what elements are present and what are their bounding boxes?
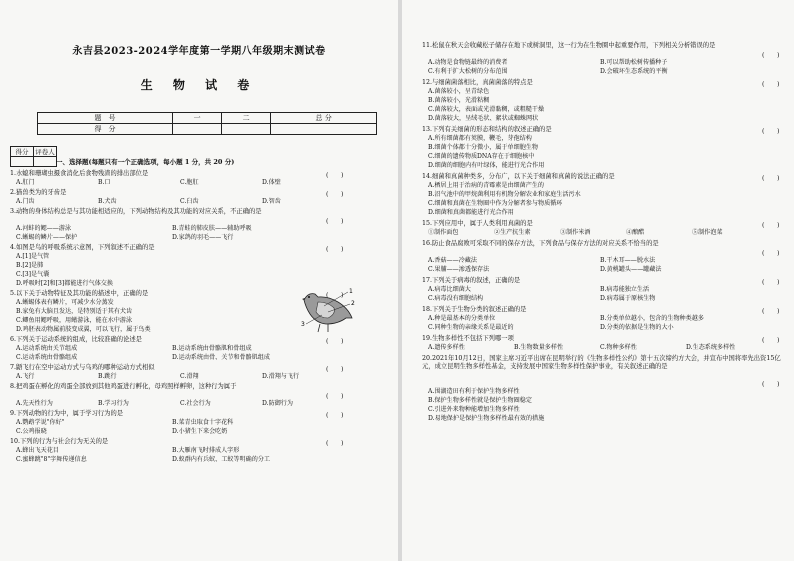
answer-option[interactable]: A.香菇——冷藏法 [428, 257, 477, 264]
answer-blank[interactable]: ( ) [326, 292, 344, 299]
answer-option[interactable]: C.物种多样性 [600, 344, 637, 351]
answer-option[interactable]: D.易地保护是保护生物多样性最有效的措施 [428, 415, 545, 422]
question-stem: 15.下列应用中，属于人类利用真菌的是 [422, 220, 533, 227]
answer-option[interactable]: A.飞行 [16, 373, 35, 380]
answer-option[interactable]: C.蜥蜴的鳞片——保护 [16, 234, 78, 241]
answer-blank[interactable]: ( ) [762, 52, 780, 59]
grader-table [10, 146, 57, 167]
answer-option[interactable]: D.生态系统多样性 [686, 344, 736, 351]
question-stem: 11.松鼠在秋天会收藏松子储存在地下或树洞里，这一行为在生物圈中起重要作用，下列相关分析错误的是 [422, 42, 716, 49]
answer-option[interactable]: B.青蛙的肺皮肤——辅助呼吸 [172, 225, 252, 232]
answer-option[interactable]: B.[2]是肺 [16, 262, 44, 269]
score-table [37, 112, 377, 135]
answer-option[interactable]: B.细菌个体都十分微小，属于单细胞生物 [428, 144, 539, 151]
score-header-cell: 一 [173, 113, 222, 124]
answer-blank[interactable]: ( ) [762, 175, 780, 182]
answer-option[interactable]: C.病毒没有细胞结构 [428, 295, 484, 302]
answer-blank[interactable]: ( ) [762, 279, 780, 286]
answer-option[interactable]: B.大雁南飞时排成人字形 [172, 447, 240, 454]
grader-name-blank[interactable] [34, 157, 57, 167]
answer-blank[interactable]: ( ) [326, 218, 344, 225]
answer-option[interactable]: ③制作米酒 [560, 229, 591, 236]
answer-option[interactable]: B.分类单位越小，包含的生物种类越多 [600, 315, 704, 322]
answer-option[interactable]: B.运动系统由骨骼肌和骨组成 [172, 345, 252, 352]
question-stem: 5.以下关于动物特征及其功能的描述中，正确的是 [10, 290, 149, 297]
answer-option[interactable]: A.所有细菌都有荚膜，鞭毛，芽孢结构 [428, 135, 532, 142]
answer-option[interactable]: C.社会行为 [180, 400, 211, 407]
question-stem: 13.下列有关细菌的形态和结构的叙述正确的是 [422, 126, 552, 133]
answer-option[interactable]: C.细菌和真菌在生物圈中作为分解者参与物质循环 [428, 200, 563, 207]
score-header-cell: 题 号 [38, 113, 173, 124]
score-row-label: 得 分 [38, 124, 173, 135]
section-heading: 一、选择题(每题只有一个正确选项，每小题 1 分，共 20 分) [56, 158, 235, 166]
answer-option[interactable]: B.犬齿 [98, 198, 117, 205]
question-stem: 9.下列动物的行为中，属于学习行为的是 [10, 410, 124, 417]
question-stem: 20.2021年10月12日，国家主席习近平出席在昆明举行的《生物多样性公约》第十五次缔约方大会，并宣布中国将率先出资15亿元，成立昆明生物多样性基金，支持发展中国家生物多样性保护事业，有关叙述正确的是 [422, 355, 781, 370]
answer-option[interactable]: D.家鸽的羽毛——飞行 [172, 234, 234, 241]
answer-option[interactable]: D.病毒属于原核生物 [600, 295, 656, 302]
answer-option[interactable]: C.引进外来物种能增加生物多样性 [428, 406, 520, 413]
answer-option[interactable]: D.鸡胚表动物属前肢变成翼，可以飞行，属于鸟类 [16, 326, 151, 333]
grader-score-blank[interactable] [11, 157, 34, 167]
answer-option[interactable]: B.可以帮助松树传播种子 [600, 59, 668, 66]
question-stem: 6.下列关于运动系统的组成，比较准确的论述是 [10, 336, 142, 343]
grader-name-label: 评卷人 [35, 148, 55, 156]
question-stem: 17.下列关于病毒的叙述，正确的是 [422, 277, 521, 284]
answer-option[interactable]: C.有利于扩大松树的分布范围 [428, 68, 508, 75]
answer-option[interactable]: D.滑翔与飞行 [262, 373, 300, 380]
answer-option[interactable]: B.生物数量多样性 [514, 344, 564, 351]
score-blank-cell[interactable] [173, 124, 222, 135]
score-blank-cell[interactable] [222, 124, 271, 135]
answer-blank[interactable]: ( ) [326, 393, 344, 400]
answer-option[interactable]: D.黄桃罐头——罐藏法 [600, 266, 662, 273]
answer-option[interactable]: C.蜜蜂跳"8"字舞传递信息 [16, 456, 87, 463]
answer-option[interactable]: D.智齿 [262, 198, 281, 205]
figure-label-1: 1 [349, 288, 353, 295]
answer-blank[interactable]: ( ) [762, 250, 780, 257]
answer-option[interactable]: A.种是最基本的分类单位 [428, 315, 496, 322]
answer-option[interactable]: B.保护生物多样性就是保护生物圈稳定 [428, 397, 532, 404]
bird-respiratory-diagram [298, 288, 356, 334]
answer-option[interactable]: A.肛门 [16, 179, 35, 186]
answer-option[interactable]: C.臼齿 [180, 198, 199, 205]
answer-option[interactable]: C.同种生物的亲缘关系是最近的 [428, 324, 514, 331]
answer-option[interactable]: ①制作面包 [428, 229, 459, 236]
answer-option[interactable]: C.滑翔 [180, 373, 199, 380]
answer-option[interactable]: D.细菌的细胞内有叶绿体，能进行光合作用 [428, 162, 545, 169]
answer-option[interactable]: ④酿醋 [626, 229, 645, 236]
answer-blank[interactable]: ( ) [762, 337, 780, 344]
answer-option[interactable]: B.干木耳——脱水法 [600, 257, 656, 264]
answer-option[interactable]: B.病毒能独立生活 [600, 286, 650, 293]
answer-option[interactable]: ⑤制作泡菜 [692, 229, 723, 236]
answer-option[interactable]: A.[1]是气管 [16, 253, 50, 260]
answer-option[interactable]: B.跳行 [98, 373, 117, 380]
answer-option[interactable]: A.蜥蜴体表有鳞片，可减少水分蒸发 [16, 299, 114, 306]
figure-label-3: 3 [301, 321, 305, 328]
question-stem: 3.动物的身体结构总是与其功能相适应的，下列动物结构及其功能的对应关系，不正确的是 [10, 208, 262, 215]
answer-blank[interactable]: ( ) [326, 246, 344, 253]
answer-option[interactable]: A.蜂出飞天花目 [16, 447, 59, 454]
answer-option[interactable]: D.防御行为 [262, 400, 293, 407]
answer-option[interactable]: D.会破坏生态系统的平衡 [600, 68, 668, 75]
answer-option[interactable]: B.口 [98, 179, 111, 186]
question-stem: 1.水螅和珊瑚虫摄食消化后食物残渣的排出部位是 [10, 170, 149, 177]
answer-option[interactable]: B.菌落较小，光滑粘稠 [428, 97, 490, 104]
answer-option[interactable]: A.先天性行为 [16, 400, 53, 407]
answer-blank[interactable]: ( ) [326, 366, 344, 373]
answer-option[interactable]: B.学习行为 [98, 400, 129, 407]
answer-blank[interactable]: ( ) [762, 222, 780, 229]
question-stem: 14.细菌和真菌种类多，分布广，以下关于细菌和真菌的说法正确的是 [422, 173, 615, 180]
answer-blank[interactable]: ( ) [326, 440, 344, 447]
answer-option[interactable]: A.河蚌的鳃——游泳 [16, 225, 72, 232]
question-stem: 2.猫兽类为的牙齿是 [10, 189, 67, 196]
answer-option[interactable]: A.运动系统由关节组成 [16, 345, 78, 352]
answer-blank[interactable]: ( ) [326, 191, 344, 198]
figure-label-2: 2 [351, 300, 355, 307]
answer-option[interactable]: C.果脯——渗透保存法 [428, 266, 490, 273]
grader-score-label: 得分 [11, 147, 34, 157]
question-stem: 7.鼯飞行在空中运动方式与乌鸡的哪种运动方式相似 [10, 364, 155, 371]
answer-option[interactable]: B.菜青虫取食十字花科 [172, 419, 234, 426]
answer-blank[interactable]: ( ) [762, 81, 780, 88]
answer-option[interactable]: A.鹦鹉学说"你好" [16, 419, 65, 426]
answer-option[interactable]: A.动物是食物链最终的消费者 [428, 59, 508, 66]
answer-option[interactable]: A.栖居上用于治病的青霉素是由细菌产生的 [428, 182, 545, 189]
answer-option[interactable]: C.运动系统由骨骼组成 [16, 354, 78, 361]
answer-option[interactable]: D.小猪生下来会吃奶 [172, 428, 228, 435]
question-stem: 4.如图是鸟的呼吸系统示意图，下列叙述不正确的是 [10, 244, 155, 251]
answer-option[interactable]: D.细菌和真菌都能进行光合作用 [428, 209, 514, 216]
answer-option[interactable]: ②生产抗生素 [494, 229, 531, 236]
answer-blank[interactable]: ( ) [326, 338, 344, 345]
right-page [402, 0, 794, 561]
answer-option[interactable]: D.菌落较大，呈绒毛状、絮状或蜘蛛网状 [428, 115, 539, 122]
answer-blank[interactable]: ( ) [762, 128, 780, 135]
answer-option[interactable]: C.公鸡报晓 [16, 428, 47, 435]
question-stem: 16.防止食品腐败可采取不同的保存方法，下列食品与保存方法的对应关系不恰当的是 [422, 240, 659, 247]
answer-option[interactable]: D.蚁群内有兵蚁、工蚁等明确的分工 [172, 456, 271, 463]
question-stem: 8.把鸡蛋在孵化的鸡蛋全部放到其他鸡蛋进行孵化，母鸡照样孵卵，这种行为属于 [10, 383, 237, 390]
answer-option[interactable]: A.菌落较小，呈青绿色 [428, 88, 490, 95]
answer-blank[interactable]: ( ) [762, 308, 780, 315]
answer-option[interactable]: C.胞肛 [180, 179, 199, 186]
exam-title: 永吉县2023-2024学年度第一学期八年级期末测试卷 [72, 46, 326, 57]
answer-option[interactable]: B.家兔有大脑且发达，是特别适于其有犬齿 [16, 308, 133, 315]
answer-option[interactable]: A.病毒比细菌大 [428, 286, 471, 293]
question-stem: 12.与细菌菌落相比，真菌菌落的特点是 [422, 79, 533, 86]
answer-option[interactable]: C.细菌的遗传物质DNA存在于细胞核中 [428, 153, 535, 160]
score-header-cell: 总 分 [271, 113, 377, 124]
answer-option[interactable]: C.鲫鱼用鳃呼吸，用鳍游泳，能在水中游泳 [16, 317, 133, 324]
answer-option[interactable]: B.沼气池中的甲烷菌利用有机物分解农业和家庭生活污水 [428, 191, 581, 198]
answer-option[interactable]: D.体壁 [262, 179, 281, 186]
question-stem: 10.下列的行为与社会行为无关的是 [10, 438, 109, 445]
question-stem: 18.下列关于生物分类的叙述正确的是 [422, 306, 527, 313]
answer-option[interactable]: A.围湖造田有利于保护生物多样性 [428, 388, 520, 395]
answer-option[interactable]: A.遗传多样性 [428, 344, 465, 351]
answer-blank[interactable]: ( ) [762, 381, 780, 388]
answer-blank[interactable]: ( ) [326, 172, 344, 179]
answer-option[interactable]: C.菌落较大，表面或光滑黏稠，或粗糙干燥 [428, 106, 545, 113]
question-stem: 19.生物多样性不包括下列哪一项 [422, 335, 514, 342]
answer-option[interactable]: A.门齿 [16, 198, 35, 205]
score-header-cell: 二 [222, 113, 271, 124]
score-blank-cell[interactable] [271, 124, 377, 135]
answer-blank[interactable]: ( ) [326, 412, 344, 419]
answer-option[interactable]: D.分类的依据是生物的大小 [600, 324, 674, 331]
answer-option[interactable]: D.运动系统由骨、关节和骨骼肌组成 [172, 354, 271, 361]
answer-option[interactable]: C.[3]是气囊 [16, 271, 50, 278]
exam-subtitle: 生 物 试 卷 [140, 78, 258, 92]
answer-option[interactable]: D.呼吸时[2]和[3]都能进行气体交换 [16, 280, 113, 287]
